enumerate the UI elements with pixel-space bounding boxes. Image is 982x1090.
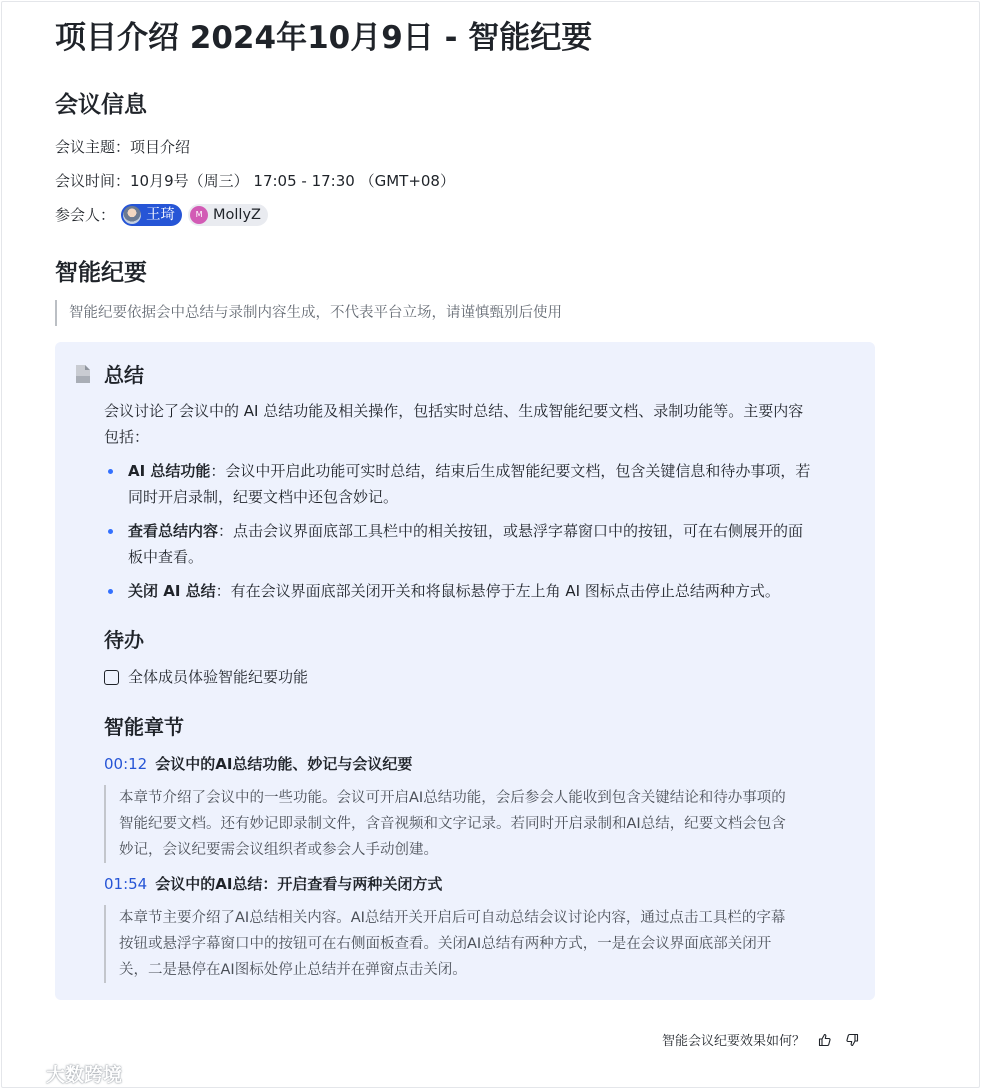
bullet-dot	[108, 469, 113, 474]
meeting-time-value: 10月9号（周三） 17:05 - 17:30 （GMT+08）	[130, 172, 455, 190]
bullet-dot	[108, 589, 113, 594]
meeting-info-heading: 会议信息	[55, 92, 147, 118]
attendee-name: 王琦	[146, 207, 176, 223]
chapter-line: 智能纪要文档。还有妙记即录制文件，含音视频和文字记录。若同时开启录制和AI总结，纪要文档会包含	[119, 816, 786, 832]
chapter-title: 会议中的AI总结功能、妙记与会议纪要	[155, 755, 413, 773]
avatar	[123, 206, 141, 224]
summary-intro-line: 会议讨论了会议中的 AI 总结功能及相关操作，包括实时总结、生成智能纪要文档、录制功能等。主要内容	[104, 402, 804, 420]
meeting-topic	[55, 136, 190, 158]
bullet-dot	[108, 529, 113, 534]
todo-item	[104, 666, 308, 688]
todo-heading: 待办	[104, 628, 144, 652]
summary-panel	[55, 342, 875, 1000]
bullet-text: 同时开启录制，纪要文档中还包含妙记。	[128, 488, 399, 506]
summary-heading: 总结	[104, 363, 144, 387]
thumb-down-icon[interactable]	[845, 1033, 859, 1047]
chapter-body	[104, 785, 856, 863]
watermark-text: 大数跨境	[46, 1064, 123, 1086]
todo-text: 全体成员体验智能纪要功能	[128, 668, 309, 686]
feedback-prompt: 智能会议纪要效果如何？	[662, 1034, 806, 1049]
smart-summary-heading: 智能纪要	[55, 260, 147, 286]
chapter-line: 妙记，会议纪要需会议组织者或参会人手动创建。	[119, 842, 438, 858]
watermark	[8, 1060, 122, 1087]
summary-intro	[104, 398, 856, 450]
bullet-text: ：点击会议界面底部工具栏中的相关按钮，或悬浮字幕窗口中的按钮，可在右侧展开的面	[218, 522, 804, 540]
bullet-text: ：有在会议界面底部关闭开关和将鼠标悬停于左上角 AI 图标点击停止总结两种方式。	[215, 582, 780, 600]
chapter-header	[104, 753, 412, 775]
summary-bullet	[104, 458, 856, 510]
chapter-line: 关，二是悬停在AI图标处停止总结并在弹窗点击关闭。	[119, 962, 467, 978]
chapters-heading: 智能章节	[104, 715, 184, 739]
chapter-timestamp-link[interactable]: 01:54	[104, 875, 148, 893]
disclaimer-note: 智能纪要依据会中总结与录制内容生成，不代表平台立场，请谨慎甄别后使用	[55, 300, 562, 326]
watermark-logo-icon	[8, 1063, 42, 1085]
meeting-topic-label: 会议主题：	[55, 138, 131, 156]
document-title: 项目介绍 2024年10月9日 - 智能纪要	[55, 20, 593, 56]
chapter-line: 本章节介绍了会议中的一些功能。会议可开启AI总结功能，会后参会人能收到包含关键结论和待办事项的	[119, 790, 786, 806]
attendee-chip-mollyz[interactable]	[188, 204, 268, 226]
summary-bullet	[104, 518, 856, 570]
meeting-topic-value: 项目介绍	[130, 138, 191, 156]
chapter-header	[104, 873, 442, 895]
attendee-name: MollyZ	[213, 207, 261, 223]
bullet-text: ：会议中开启此功能可实时总结，结束后生成智能纪要文档，包含关键信息和待办事项，若	[210, 462, 811, 480]
chapter-line: 本章节主要介绍了AI总结相关内容。AI总结开关开启后可自动总结会议讨论内容，通过点击工具栏的字幕	[119, 910, 786, 926]
bullet-term: 查看总结内容	[128, 522, 219, 540]
attendees-row	[55, 204, 268, 226]
summary-intro-line: 包括：	[104, 428, 150, 446]
thumb-up-icon[interactable]	[818, 1033, 832, 1047]
chapter-line: 按钮或悬浮字幕窗口中的按钮可在右侧面板查看。关闭AI总结有两种方式，一是在会议界面底部关闭开	[119, 936, 772, 952]
bullet-term: AI 总结功能	[128, 462, 211, 480]
attendees-label: 参会人：	[55, 206, 116, 224]
avatar: M	[190, 206, 208, 224]
chapter-timestamp-link[interactable]: 00:12	[104, 755, 148, 773]
meeting-time	[55, 170, 455, 192]
meeting-time-label: 会议时间：	[55, 172, 131, 190]
todo-checkbox[interactable]	[104, 670, 119, 685]
attendee-chip-wangqi[interactable]	[121, 204, 182, 226]
chapter-title: 会议中的AI总结：开启查看与两种关闭方式	[155, 875, 443, 893]
document-icon	[74, 364, 92, 384]
chapter-body	[104, 905, 856, 983]
summary-bullet	[104, 578, 856, 604]
bullet-text: 板中查看。	[128, 548, 204, 566]
bullet-term: 关闭 AI 总结	[128, 582, 216, 600]
feedback-bar	[662, 1030, 859, 1049]
